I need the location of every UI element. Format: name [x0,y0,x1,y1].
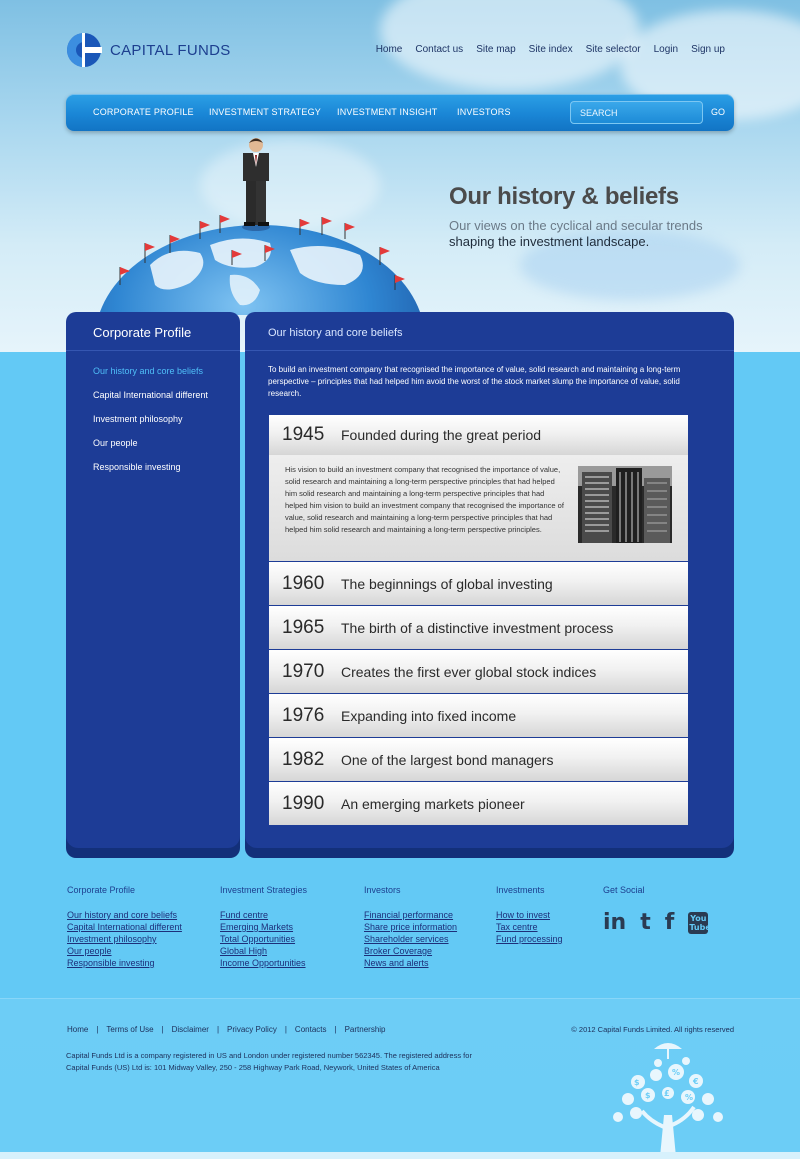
brand-name: CAPITAL FUNDS [110,41,231,59]
top-nav-site-index[interactable]: Site index [528,44,573,55]
footer-link[interactable]: Fund centre [220,910,269,920]
search-input[interactable] [570,101,703,124]
timeline-item-1945[interactable] [269,415,688,455]
main-nav-corporate-profile[interactable]: CORPORATE PROFILE [93,107,194,117]
address-line-1: Capital Funds Ltd is a company registered in US and London under registered number 562345. The registered address for [66,1051,472,1060]
sidebar [66,312,240,848]
globe-businessman-illustration [60,135,430,315]
timeline-title: The beginnings of global investing [341,575,553,592]
bottom-link-home[interactable]: Home [67,1025,89,1034]
footer-column-investment-strategies [220,885,307,969]
footer-link[interactable]: Financial performance [364,910,454,920]
header-hero [0,0,800,352]
timeline-title: Founded during the great period [341,427,542,443]
money-tree-icon [598,1037,738,1157]
footer-bottom [0,998,800,1159]
youtube-icon[interactable]: You Tube [689,913,711,932]
timeline-year: 1965 [282,616,325,638]
address-line-2: Capital Funds (US) Ltd is: 101 Midway Valley, 250 - 258 Highway Park Road, Neywork, United States of America [66,1062,440,1072]
timeline-item-1976[interactable] [269,694,688,738]
footer-heading: Investment Strategies [220,885,308,895]
separator: | [96,1025,99,1034]
sidebar-item-capital-international[interactable]: Capital International different [93,390,208,400]
svg-text:%: % [685,1093,694,1102]
linkedin-icon[interactable]: in [603,910,627,935]
footer-link[interactable]: Income Opportunities [220,958,306,968]
twitter-icon[interactable]: t [640,910,651,935]
capital-funds-logo-icon [66,32,102,68]
footer-link[interactable]: Tax centre [496,922,538,932]
sidebar-item-history[interactable]: Our history and core beliefs [93,366,204,376]
search-go-button[interactable]: GO [711,107,726,117]
svg-text:£: £ [664,1089,670,1098]
footer-link[interactable]: Our people [67,946,112,956]
social-links [603,910,711,935]
footer-link[interactable]: News and alerts [364,958,429,968]
timeline-year: 1990 [282,792,325,814]
footer-column-corporate-profile [67,885,182,969]
separator: | [216,1025,220,1034]
main-nav-investment-insight[interactable]: INVESTMENT INSIGHT [337,107,438,117]
content-panel [245,312,734,848]
separator: | [161,1025,164,1034]
main-nav-investors[interactable]: INVESTORS [457,107,511,117]
separator: | [334,1025,337,1034]
top-nav-site-map[interactable]: Site map [476,44,516,55]
timeline-title: One of the largest bond managers [341,751,554,768]
office-buildings-photo [578,466,672,543]
top-nav-site-selector[interactable]: Site selector [585,44,641,55]
logo[interactable] [66,32,231,68]
footer-heading: Get Social [603,885,645,895]
footer-column-investments [496,885,563,945]
footer-link[interactable]: Fund processing [496,934,563,944]
timeline-year: 1982 [282,748,325,770]
bottom-link-contacts[interactable]: Contacts [294,1025,327,1034]
footer-heading: Investments [496,885,545,895]
top-navigation [376,44,725,55]
separator: | [284,1025,287,1034]
timeline-item-1960[interactable] [269,562,688,606]
footer-bottom-links [67,1025,386,1034]
svg-text:$: $ [634,1078,640,1087]
footer-column-investors [364,885,457,969]
copyright: © 2012 Capital Funds Limited. All rights reserved [571,1025,734,1034]
history-timeline [269,415,688,826]
top-nav-login[interactable]: Login [653,44,679,55]
company-address [66,1050,486,1073]
main-navigation [66,94,734,131]
bottom-link-privacy-policy[interactable]: Privacy Policy [227,1025,277,1034]
timeline-year: 1976 [282,704,325,726]
timeline-item-1990[interactable] [269,782,688,826]
bottom-link-disclaimer[interactable]: Disclaimer [171,1025,209,1034]
footer-link[interactable]: Broker Coverage [364,946,433,956]
hero-subtitle-line-1: Our views on the cyclical and secular trends [449,218,703,233]
bottom-link-terms-of-use[interactable]: Terms of Use [106,1025,154,1034]
intro-text: To build an investment company that recognised the importance of value, solid research and maintaining a long-term perspective – principles that had helped him avoid the worst of the stock market slump the importance of value, solid research. [268,365,681,398]
bottom-link-partnership[interactable]: Partnership [344,1025,386,1034]
page-bottom-strip [0,1152,800,1159]
timeline-title: An emerging markets pioneer [341,795,525,812]
hero-title: Our history & beliefs [449,183,679,210]
divider [245,350,734,351]
timeline-year: 1945 [282,424,325,445]
divider [66,350,240,351]
timeline-title: Expanding into fixed income [341,707,517,724]
timeline-year: 1970 [282,660,325,682]
hero-subtitle-line-2: shaping the investment landscape. [449,234,650,249]
footer-link[interactable]: Emerging Markets [220,922,294,932]
svg-text:$: $ [645,1091,651,1100]
timeline-year: 1960 [282,572,325,594]
svg-text:€: € [693,1077,699,1086]
content-title: Our history and core beliefs [268,327,403,339]
footer-link[interactable]: Total Opportunities [220,934,296,944]
footer-link[interactable]: Shareholder services [364,934,449,944]
footer-heading: Corporate Profile [67,885,136,895]
top-nav-sign-up[interactable]: Sign up [691,44,725,55]
footer-link[interactable]: Share price information [364,922,458,932]
footer-column-social [603,885,645,909]
timeline-item-1965[interactable] [269,606,688,650]
sidebar-item-investment-philosophy[interactable]: Investment philosophy [93,414,183,424]
svg-text:%: % [672,1068,681,1077]
timeline-expanded-panel [269,455,688,562]
timeline-item-1982[interactable] [269,738,688,782]
top-nav-contact-us[interactable]: Contact us [415,44,464,55]
footer-link[interactable]: How to invest [496,910,551,920]
footer-link[interactable]: Investment philosophy [67,934,157,944]
top-nav-home[interactable]: Home [375,44,403,55]
footer-link[interactable]: Our history and core beliefs [67,910,178,920]
footer-link[interactable]: Global High [220,946,268,956]
sidebar-title: Corporate Profile [93,325,192,340]
sidebar-item-our-people[interactable]: Our people [93,438,138,448]
main-nav-investment-strategy[interactable]: INVESTMENT STRATEGY [209,107,321,117]
facebook-icon[interactable]: f [664,910,675,935]
timeline-title: Creates the first ever global stock indices [341,663,597,680]
timeline-title: The birth of a distinctive investment process [341,619,614,636]
sidebar-item-responsible-investing[interactable]: Responsible investing [93,462,181,472]
footer-link[interactable]: Capital International different [67,922,182,932]
timeline-expanded-text: His vision to build an investment company that recognised the importance of value, solid research and maintaining a long-term perspective principles that had helped him solid research and maintaining a long-term perspective principles that had helped him vision to build an investment company that recognised the importance of value, solid research and maintaining a long-term perspective principles that had helped him solid research and maintaining a long-term perspective principles. [285,465,564,535]
footer-heading: Investors [364,885,401,895]
footer-link[interactable]: Responsible investing [67,958,155,968]
timeline-item-1970[interactable] [269,650,688,694]
